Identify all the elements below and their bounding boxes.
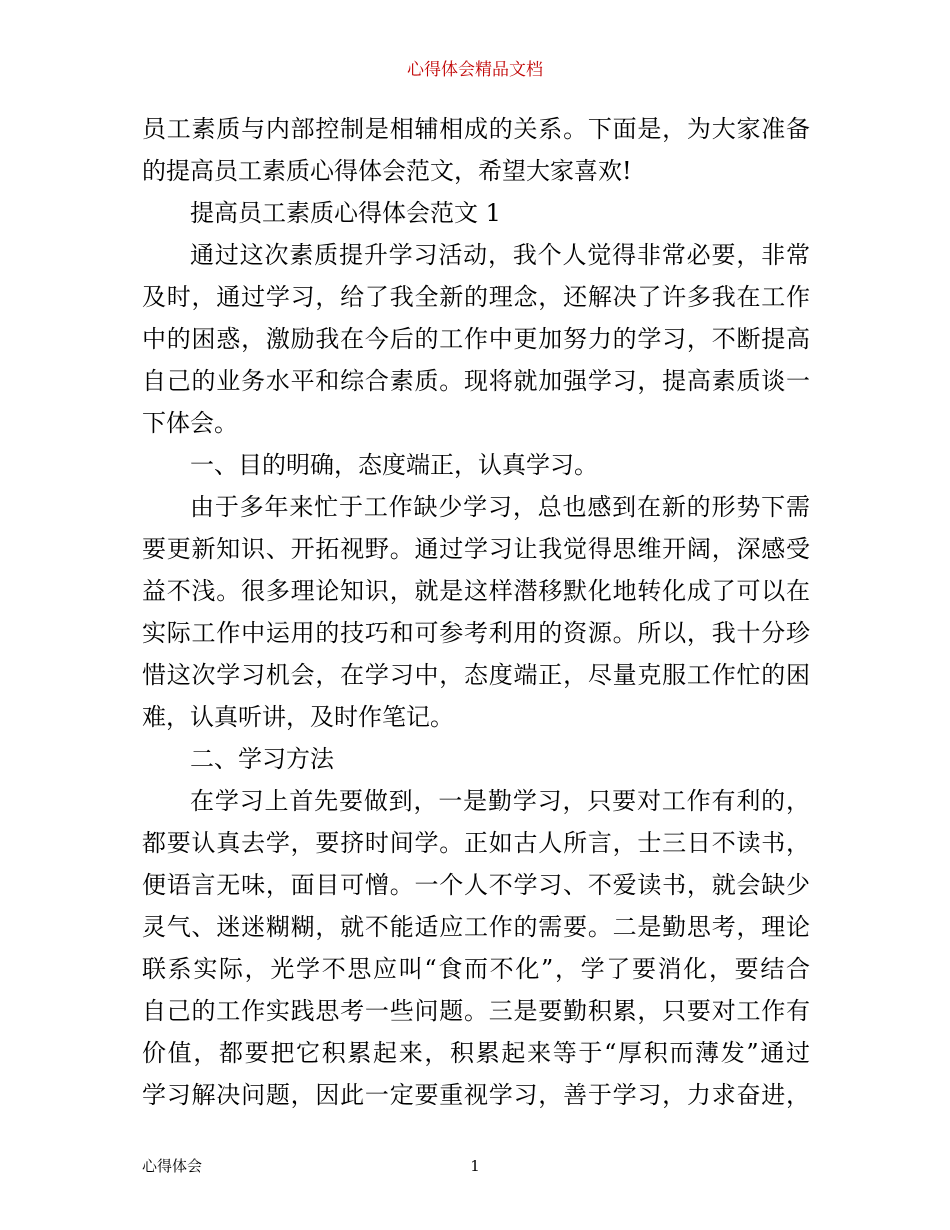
text-line: 的提高员工素质心得体会范文，希望大家喜欢! <box>142 157 632 185</box>
section-heading: 二、学习方法 <box>190 745 334 773</box>
text-line: 益不浅。很多理论知识，就是这样潜移默化地转化成了可以在 <box>142 577 810 605</box>
text-line: 要更新知识、开拓视野。通过学习让我觉得思维开阔，深感受 <box>142 535 810 563</box>
text-line: 通过这次素质提升学习活动，我个人觉得非常必要，非常 <box>190 241 810 269</box>
text-line: 下体会。 <box>142 409 238 437</box>
text-line: 自己的工作实践思考一些问题。三是要勤积累，只要对工作有 <box>142 997 810 1025</box>
text-line: 难，认真听讲，及时作笔记。 <box>142 703 454 731</box>
text-line: 在学习上首先要做到，一是勤学习，只要对工作有利的， <box>190 787 810 815</box>
text-line: 中的困惑，激励我在今后的工作中更加努力的学习，不断提高 <box>142 325 810 353</box>
text-line: 价值，都要把它积累起来，积累起来等于“厚积而薄发”通过 <box>142 1039 810 1067</box>
section-title: 提高员工素质心得体会范文 1 <box>190 199 501 227</box>
text-line: 惜这次学习机会，在学习中，态度端正，尽量克服工作忙的困 <box>142 661 810 689</box>
document-body <box>142 108 810 1116</box>
page-number: 1 <box>470 1157 480 1175</box>
text-line: 自己的业务水平和综合素质。现将就加强学习，提高素质谈一 <box>142 367 810 395</box>
footer-label: 心得体会 <box>142 1157 203 1175</box>
text-line: 联系实际，光学不思应叫“食而不化”，学了要消化，要结合 <box>142 955 810 983</box>
text-line: 都要认真去学，要挤时间学。正如古人所言，士三日不读书， <box>142 829 810 857</box>
text-line: 便语言无味，面目可憎。一个人不学习、不爱读书，就会缺少 <box>142 871 810 899</box>
text-line: 及时，通过学习，给了我全新的理念，还解决了许多我在工作 <box>142 283 810 311</box>
text-line: 灵气、迷迷糊糊，就不能适应工作的需要。二是勤思考，理论 <box>142 913 810 941</box>
document-header: 心得体会精品文档 <box>407 60 543 80</box>
text-line: 员工素质与内部控制是相辅相成的关系。下面是，为大家准备 <box>142 115 810 143</box>
text-line: 由于多年来忙于工作缺少学习，总也感到在新的形势下需 <box>190 493 810 521</box>
section-heading: 一、目的明确，态度端正，认真学习。 <box>190 451 598 479</box>
text-line: 学习解决问题，因此一定要重视学习，善于学习，力求奋进， <box>142 1081 810 1109</box>
text-line: 实际工作中运用的技巧和可参考利用的资源。所以，我十分珍 <box>142 619 810 647</box>
